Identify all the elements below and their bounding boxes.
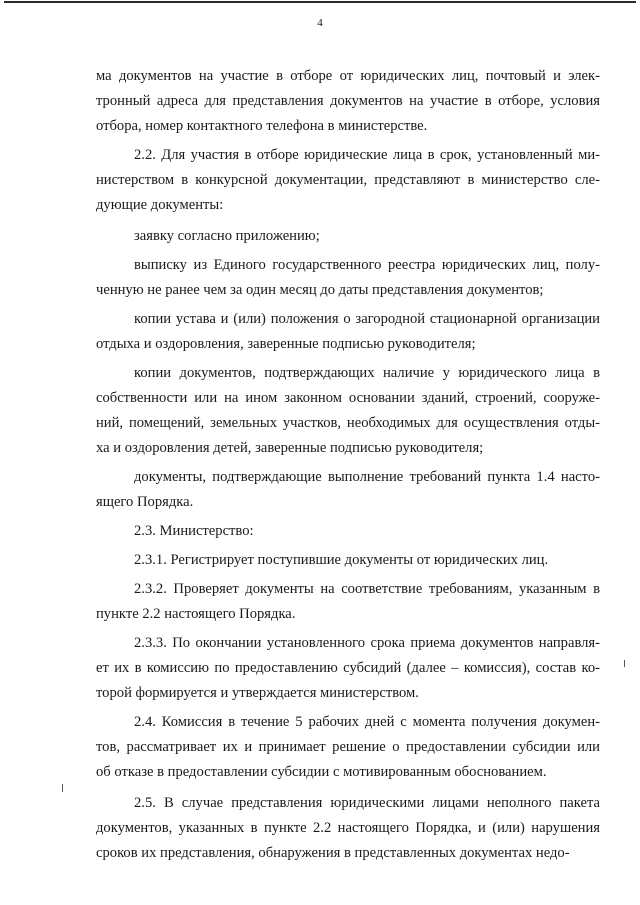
paragraph-line: ма документов на участие в отборе от юридических лиц, почтовый и элек- [96,68,600,84]
paragraph-line: тов, рассматривает их и принимает решение о предоставлении субсидии или [96,739,600,755]
paragraph-line: дующие документы: [96,197,224,213]
paragraph-line: ящего Порядка. [96,494,194,510]
paragraph-line: 2.4. Комиссия в течение 5 рабочих дней с момента получения докумен- [134,714,600,730]
paragraph-line: сроков их представления, обнаружения в представленных документах недо- [96,845,570,861]
paragraph-line: нистерством в конкурсной документации, представляют в министерство сле- [96,172,600,188]
paragraph-line: 2.3. Министерство: [134,523,254,539]
paragraph-line: выписку из Единого государственного реестра юридических лиц, полу- [134,257,600,273]
paragraph-line: тронный адреса для представления документов на участие в отборе, условия [96,93,600,109]
paragraph-line: отдыха и оздоровления, заверенные подписью руководителя; [96,336,476,352]
scan-artifact-mark [624,660,625,667]
paragraph-line: ченную не ранее чем за один месяц до даты представления документов; [96,282,544,298]
paragraph-line: 2.2. Для участия в отборе юридические лица в срок, установленный ми- [134,147,600,163]
paragraph-line: отбора, номер контактного телефона в министерстве. [96,118,428,134]
paragraph-line: 2.3.2. Проверяет документы на соответствие требованиям, указанным в [134,581,600,597]
paragraph-line: об отказе в предоставлении субсидии с мотивированным обоснованием. [96,764,547,780]
scan-top-border [4,1,636,3]
paragraph-line: заявку согласно приложению; [134,228,320,244]
paragraph-line: документы, подтверждающие выполнение требований пункта 1.4 насто- [134,469,600,485]
paragraph-line: ет их в комиссию по предоставлению субсидий (далее – комиссия), состав ко- [96,660,600,676]
paragraph-line: 2.3.1. Регистрирует поступившие документы от юридических лиц. [134,552,549,568]
paragraph-line: торой формируется и утверждается министерством. [96,685,419,701]
paragraph-line: ха и оздоровления детей, заверенные подписью руководителя; [96,440,484,456]
paragraph-line: копии устава и (или) положения о загородной стационарной организации [134,311,600,327]
paragraph-line: 2.5. В случае представления юридическими лицами неполного пакета [134,795,600,811]
page-number: 4 [317,17,323,29]
paragraph-line: 2.3.3. По окончании установленного срока приема документов направля- [134,635,600,651]
document-body [96,64,600,866]
paragraph-line: собственности или на ином законном основании зданий, строений, сооруже- [96,390,600,406]
paragraph-line: ний, помещений, земельных участков, необходимых для осуществления отды- [96,415,600,431]
scan-artifact-mark [62,784,63,792]
paragraph-line: копии документов, подтверждающих наличие у юридического лица в [134,365,600,381]
paragraph-line: документов, указанных в пункте 2.2 настоящего Порядка, и (или) нарушения [96,820,600,836]
paragraph-line: пункте 2.2 настоящего Порядка. [96,606,296,622]
